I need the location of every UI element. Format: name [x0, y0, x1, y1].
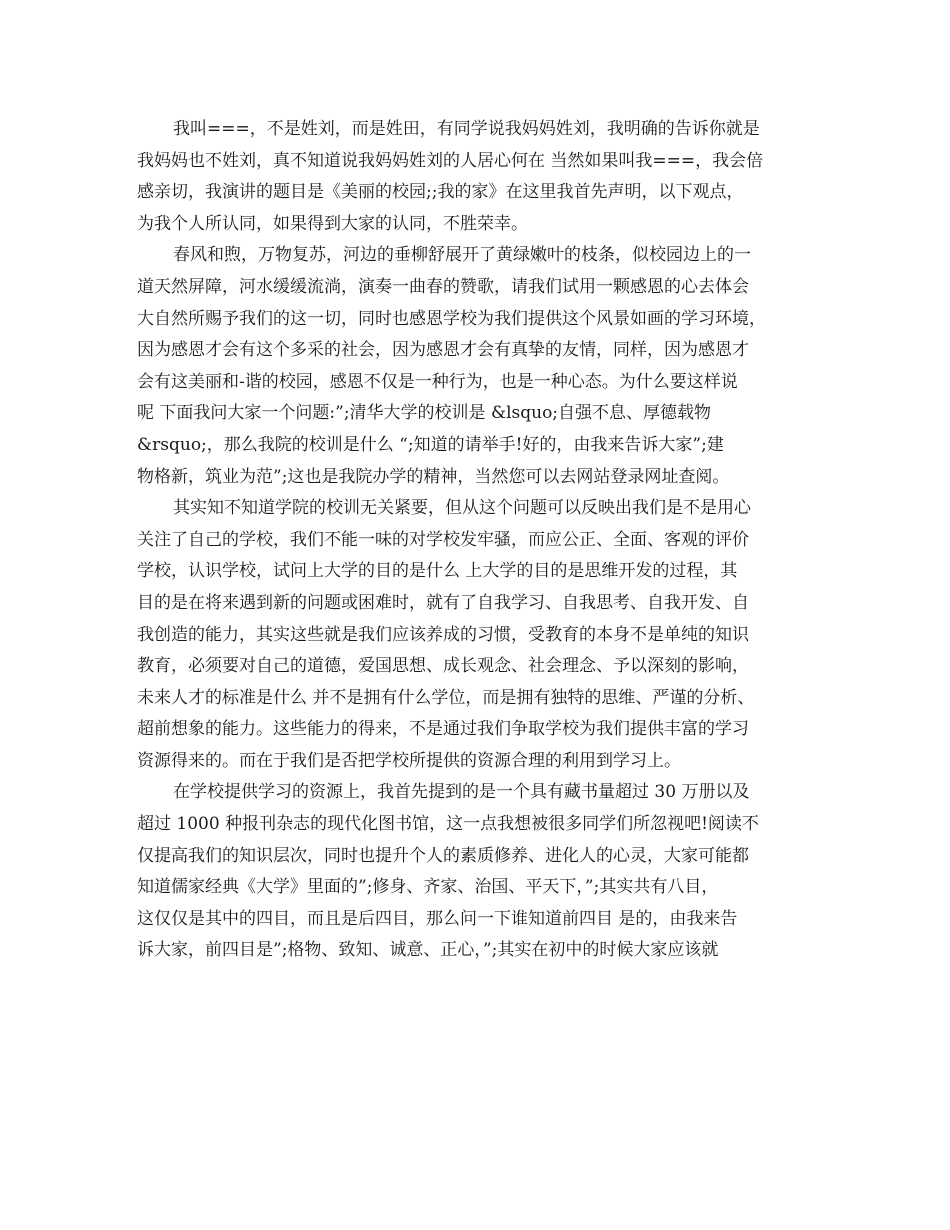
text-line: 感亲切，我演讲的题目是《美丽的校园;;我的家》在这里我首先声明，以下观点，	[137, 182, 744, 203]
paragraph-intro	[137, 114, 822, 240]
text-line: 学校，认识学校，试问上大学的目的是什么 上大学的目的是思维开发的过程，其	[137, 561, 738, 582]
paragraph-library	[137, 777, 822, 967]
text-line: 大自然所赐予我们的这一切，同时也感恩学校为我们提供这个风景如画的学习环境，	[137, 308, 766, 329]
text-line: 资源得来的。而在于我们是否把学校所提供的资源合理的利用到学习上。	[137, 750, 681, 771]
text-line: 未来人才的标准是什么 并不是拥有什么学位，而是拥有独特的思维、严谨的分析、	[137, 687, 755, 708]
paragraph-spring	[137, 240, 822, 493]
text-line: 会有这美丽和-谐的校园，感恩不仅是一种行为，也是一种心态。为什么要这样说	[137, 371, 738, 392]
text-line: 目的是在将来遇到新的问题或困难时，就有了自我学习、自我思考、自我开发、自	[137, 592, 749, 613]
text-line: 仅提高我们的知识层次，同时也提升个人的素质修养、进化人的心灵，大家可能都	[137, 845, 749, 866]
text-line: 我叫===，不是姓刘，而是姓田，有同学说我妈妈姓刘，我明确的告诉你就是	[173, 119, 760, 139]
text-line: 我创造的能力，其实这些就是我们应该养成的习惯，受教育的本身不是单纯的知识	[137, 624, 749, 645]
text-line: 诉大家，前四目是”;格物、致知、诚意、正心，”;其实在初中的时候大家应该就	[137, 940, 719, 961]
text-line: 教育，必须要对自己的道德，爱国思想、成长观念、社会理念、予以深刻的影响，	[137, 656, 749, 677]
text-line: 关注了自己的学校，我们不能一味的对学校发牢骚，而应公正、全面、客观的评价	[137, 529, 749, 550]
text-line: 在学校提供学习的资源上，我首先提到的是一个具有藏书量超过 30 万册以及	[173, 782, 750, 803]
text-line: 其实知不知道学院的校训无关紧要，但从这个问题可以反映出我们是不是用心	[173, 498, 751, 519]
text-line: 物格新，筑业为范”;这也是我院办学的精神，当然您可以去网站登录网址查阅。	[137, 466, 730, 487]
text-line: 超过 1000 种报刊杂志的现代化图书馆，这一点我想被很多同学们所忽视吧!阅读不	[137, 814, 759, 835]
text-line: 我妈妈也不姓刘，真不知道说我妈妈姓刘的人居心何在 当然如果叫我===，我会倍	[137, 150, 764, 171]
text-line: 为我个人所认同，如果得到大家的认同，不胜荣幸。	[137, 213, 528, 234]
text-line: 道天然屏障，河水缓缓流淌，演奏一曲春的赞歌，请我们试用一颗感恩的心去体会	[137, 276, 749, 297]
text-line: 知道儒家经典《大学》里面的”;修身、齐家、治国、平天下，”;其实共有八目，	[137, 877, 719, 898]
text-line: 超前想象的能力。这些能力的得来，不是通过我们争取学校为我们提供丰富的学习	[137, 719, 749, 740]
text-line: 这仅仅是其中的四目，而且是后四目，那么问一下谁知道前四目 是的，由我来告	[137, 908, 738, 929]
text-line: 春风和煦，万物复苏，河边的垂柳舒展开了黄绿嫩叶的枝条，似校园边上的一	[173, 245, 751, 266]
text-line: &rsquo;，那么我院的校训是什么 “;知道的请举手!好的，由我来告诉大家”;建	[137, 434, 724, 455]
text-line: 因为感恩才会有这个多采的社会，因为感恩才会有真挚的友情，同样，因为感恩才	[137, 340, 749, 361]
text-line: 呢 下面我问大家一个问题:”;清华大学的校训是 &lsquo;自强不息、厚德载物	[137, 403, 712, 424]
document-body	[137, 114, 822, 967]
paragraph-motto	[137, 493, 822, 777]
